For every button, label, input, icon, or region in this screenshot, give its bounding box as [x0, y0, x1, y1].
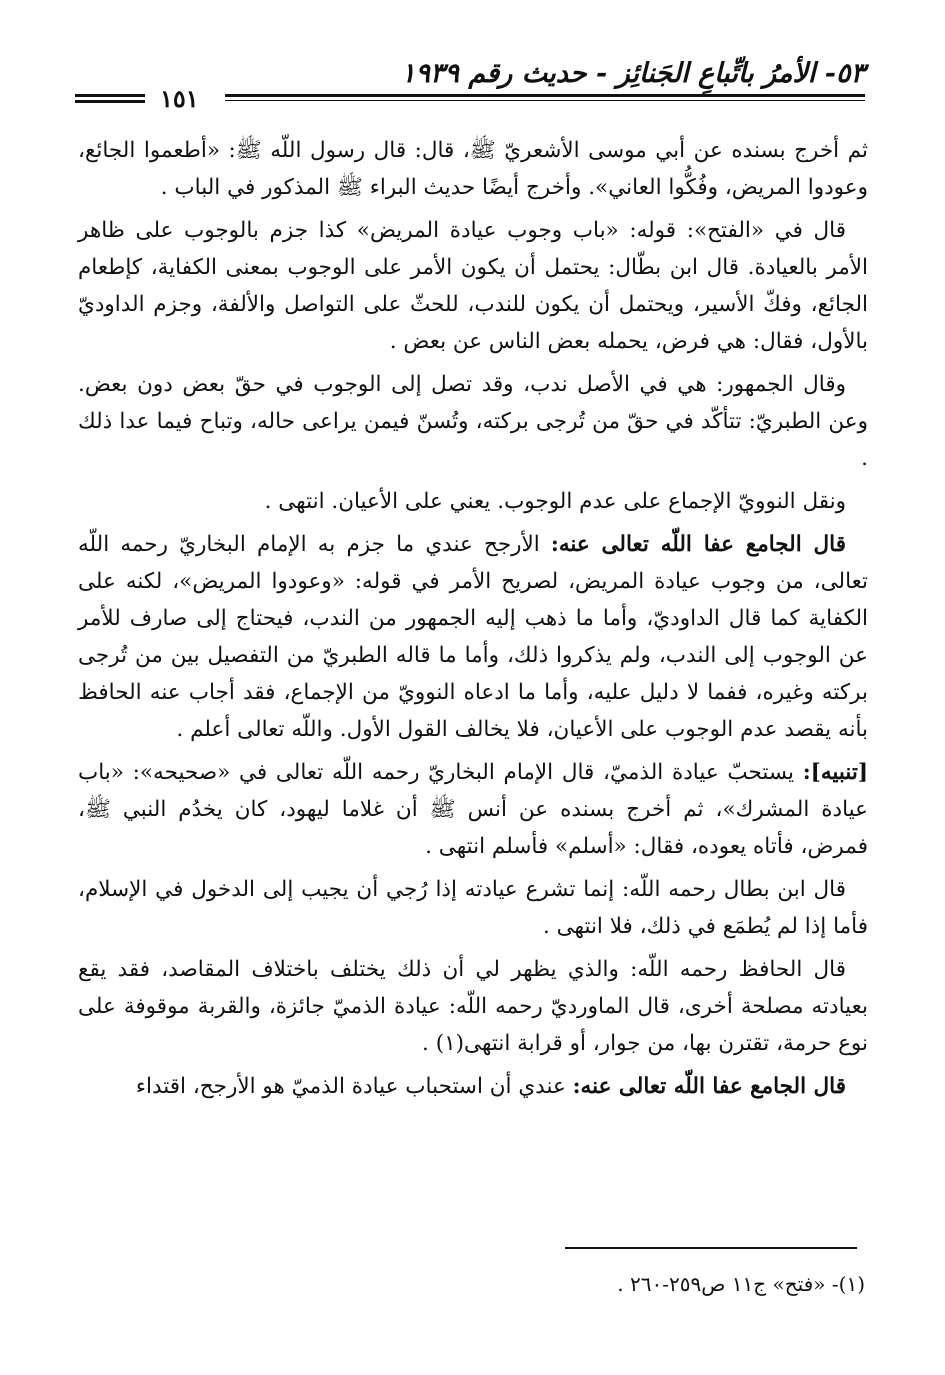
header-rule: [225, 94, 865, 97]
paragraph-4: [78, 483, 868, 520]
paragraph-8: [78, 951, 868, 1062]
paragraph-body: الأرجح عندي ما جزم به الإمام البخاريّ رحمه اللّه تعالى، من وجوب عيادة المريض، لصريح الأمر في قوله: «وعودوا المريض»، لكنه على الكفاية كما قال الداوديّ، وأما ما ذهب إليه الجمهور من الندب، فيحتاج إلى صارف للأمر عن الوجوب إلى الندب، ولم يذكروا ذلك، وأما ما قاله الطبريّ من التفصيل بين من تُرجى بركته وغيره، ففما لا دليل عليه، وأما ما ادعاه النوويّ من الإجماع، فقد أجاب عنه الحافظ بأنه يقصد عدم الوجوب على الأعيان، فلا يخالف القول الأول. واللّه تعالى أعلم .: [78, 532, 868, 742]
paragraph-6: [78, 754, 868, 865]
main-text: [78, 132, 868, 1111]
paragraph-body: قال ابن بطال رحمه اللّه: إنما تشرع عيادته إذا رُجي أن يجيب إلى الدخول في الإسلام، فأما إذا لم يُطمَع في ذلك، فلا انتهى .: [78, 877, 868, 939]
chapter-title: ٥٣- الأمرُ باتِّباعِ الجَنائِز - حديث رقم ١٩٣٩: [401, 58, 865, 89]
running-header: [75, 58, 865, 118]
paragraph-7: [78, 871, 868, 945]
paragraph-body: قال الحافظ رحمه اللّه: والذي يظهر لي أن ذلك يختلف باختلاف المقاصد، فقد يقع بعيادته مصلحة أخرى، قال الماورديّ رحمه اللّه: عيادة الذميّ جائزة، والقربة موقوفة على نوع حرمة، تقترن بها، من جوار، أو قرابة انتهى(١) .: [78, 957, 868, 1056]
paragraph-9: [78, 1068, 868, 1105]
paragraph-body: قال في «الفتح»: قوله: «باب وجوب عيادة المريض» كذا جزم بالوجوب على ظاهر الأمر بالعيادة. قال ابن بطّال: يحتمل أن يكون الأمر على الوجوب بمعنى الكفاية، كإطعام الجائع، وفكّ الأسير، ويحتمل أن يكون للندب، للحثّ على التواصل والألفة، وجزم الداوديّ بالأول، فقال: هي فرض، يحمله بعض الناس عن بعض .: [78, 218, 868, 354]
paragraph-body: ثم أخرج بسنده عن أبي موسى الأشعريّ ﷺ، قال: قال رسول اللّه ﷺ: «أطعموا الجائع، وعودوا المريض، وفُكُّوا العاني». وأخرج أيضًا حديث البراء ﷺ المذكور في الباب .: [78, 138, 868, 200]
page-number: ١٥١: [160, 84, 199, 113]
paragraph-body: ونقل النوويّ الإجماع على عدم الوجوب. يعني على الأعيان. انتهى .: [264, 489, 846, 514]
paragraph-2: [78, 212, 868, 360]
paragraph-lead: قال الجامع عفا اللّه تعالى عنه:: [572, 1074, 846, 1099]
footnote: (١)- «فتح» ج١١ ص٢٥٩-٢٦٠ .: [617, 1272, 865, 1296]
header-rule-thin: [225, 100, 865, 101]
header-ornament-lines: [75, 94, 145, 106]
footnote-separator: [565, 1247, 857, 1249]
paragraph-body: عندي أن استحباب عيادة الذميّ هو الأرجح، اقتداء: [135, 1074, 573, 1099]
paragraph-body: يستحبّ عيادة الذميّ، قال الإمام البخاريّ رحمه اللّه تعالى في «صحيحه»: «باب عيادة المشرك»، ثم أخرج بسنده عن أنس ﷺ أن غلاما ليهود، كان يخدُم النبي ﷺ، فمرض، فأتاه يعوده، فقال: «أسلم» فأسلم انتهى .: [78, 760, 868, 859]
paragraph-lead: [تنبيه]:: [802, 760, 868, 785]
paragraph-body: وقال الجمهور: هي في الأصل ندب، وقد تصل إلى الوجوب في حقّ بعض دون بعض. وعن الطبريّ: تتأكّد في حقّ من تُرجى بركته، وتُسنّ فيمن يراعى حاله، وتباح فيما عدا ذلك .: [78, 372, 868, 471]
paragraph-lead: قال الجامع عفا اللّه تعالى عنه:: [550, 532, 846, 557]
paragraph-3: [78, 366, 868, 477]
paragraph-1: [78, 132, 868, 206]
paragraph-5: [78, 526, 868, 748]
